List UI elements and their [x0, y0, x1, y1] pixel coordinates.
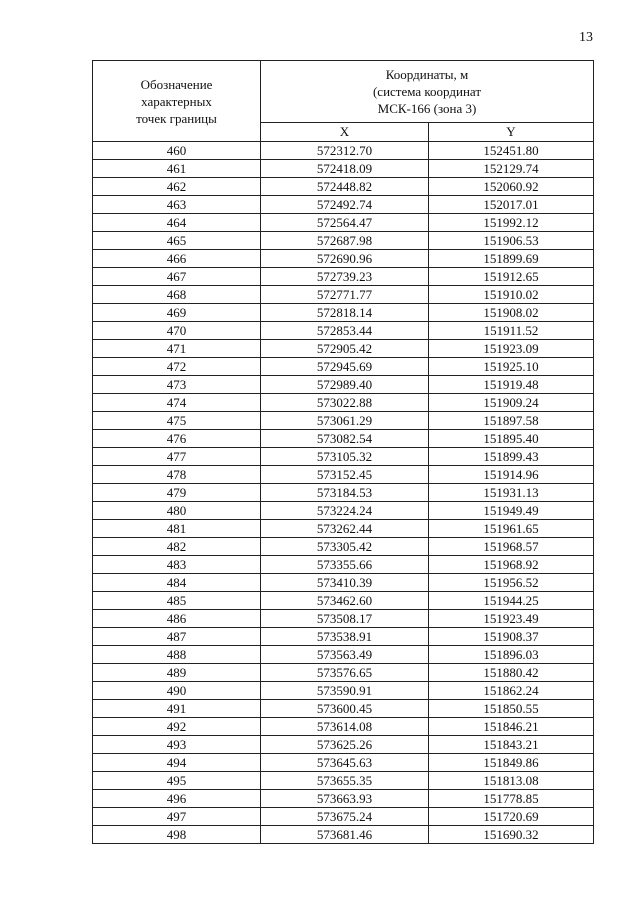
- x-coordinate-cell: 573508.17: [261, 610, 429, 628]
- x-coordinate-cell: 573645.63: [261, 754, 429, 772]
- point-id-cell: 467: [93, 268, 261, 286]
- table-row: [93, 718, 594, 736]
- y-coordinate-cell: 151813.08: [429, 772, 594, 790]
- point-id-cell: 468: [93, 286, 261, 304]
- table-row: [93, 340, 594, 358]
- y-coordinate-cell: 151908.37: [429, 628, 594, 646]
- x-coordinate-cell: 572312.70: [261, 142, 429, 160]
- coordinates-table: [92, 60, 594, 844]
- table-row: [93, 358, 594, 376]
- point-label-header: [93, 61, 261, 142]
- table-row: [93, 232, 594, 250]
- table-row: [93, 322, 594, 340]
- y-coordinate-cell: 151897.58: [429, 412, 594, 430]
- table-row: [93, 376, 594, 394]
- point-id-cell: 463: [93, 196, 261, 214]
- x-coordinate-cell: 573262.44: [261, 520, 429, 538]
- y-coordinate-cell: 151961.65: [429, 520, 594, 538]
- table-row: [93, 214, 594, 232]
- table-row: [93, 250, 594, 268]
- point-id-cell: 472: [93, 358, 261, 376]
- coords-header-line: Координаты, м: [385, 66, 469, 82]
- x-coordinate-cell: 573538.91: [261, 628, 429, 646]
- x-coordinate-cell: 573600.45: [261, 700, 429, 718]
- table-row: [93, 700, 594, 718]
- table-row: [93, 448, 594, 466]
- x-coordinate-cell: 572945.69: [261, 358, 429, 376]
- y-coordinate-cell: 151908.02: [429, 304, 594, 322]
- page-number: 13: [579, 30, 593, 45]
- table-row: [93, 466, 594, 484]
- x-coordinate-cell: 573663.93: [261, 790, 429, 808]
- table-row: [93, 484, 594, 502]
- table-body: [93, 142, 594, 844]
- y-coordinate-cell: 151778.85: [429, 790, 594, 808]
- x-coordinate-cell: 572905.42: [261, 340, 429, 358]
- x-coordinate-cell: 573681.46: [261, 826, 429, 844]
- x-coordinate-cell: 572418.09: [261, 160, 429, 178]
- x-coordinate-cell: 573614.08: [261, 718, 429, 736]
- x-coordinate-cell: 572690.96: [261, 250, 429, 268]
- y-coordinate-cell: 151846.21: [429, 718, 594, 736]
- x-column-header: X: [261, 122, 429, 141]
- point-id-cell: 498: [93, 826, 261, 844]
- point-id-cell: 482: [93, 538, 261, 556]
- table-row: [93, 502, 594, 520]
- point-label-line: точек границы: [136, 110, 217, 126]
- y-coordinate-cell: 151899.69: [429, 250, 594, 268]
- point-id-cell: 465: [93, 232, 261, 250]
- point-id-cell: 469: [93, 304, 261, 322]
- point-id-cell: 490: [93, 682, 261, 700]
- point-id-cell: 479: [93, 484, 261, 502]
- y-coordinate-cell: 151944.25: [429, 592, 594, 610]
- x-coordinate-cell: 573625.26: [261, 736, 429, 754]
- x-coordinate-cell: 573576.65: [261, 664, 429, 682]
- y-coordinate-cell: 151912.65: [429, 268, 594, 286]
- table-row: [93, 628, 594, 646]
- point-id-cell: 475: [93, 412, 261, 430]
- x-coordinate-cell: 573184.53: [261, 484, 429, 502]
- x-coordinate-cell: 572818.14: [261, 304, 429, 322]
- point-id-cell: 476: [93, 430, 261, 448]
- point-id-cell: 473: [93, 376, 261, 394]
- y-coordinate-cell: 151720.69: [429, 808, 594, 826]
- table-row: [93, 304, 594, 322]
- point-id-cell: 471: [93, 340, 261, 358]
- point-id-cell: 483: [93, 556, 261, 574]
- table-row: [93, 682, 594, 700]
- x-coordinate-cell: 572687.98: [261, 232, 429, 250]
- point-id-cell: 480: [93, 502, 261, 520]
- y-coordinate-cell: 151896.03: [429, 646, 594, 664]
- y-coordinate-cell: 151911.52: [429, 322, 594, 340]
- point-id-cell: 461: [93, 160, 261, 178]
- table-row: [93, 394, 594, 412]
- point-label-line: характерных: [141, 93, 212, 109]
- y-coordinate-cell: 151949.49: [429, 502, 594, 520]
- y-coordinate-cell: 152129.74: [429, 160, 594, 178]
- x-coordinate-cell: 573675.24: [261, 808, 429, 826]
- point-id-cell: 464: [93, 214, 261, 232]
- x-coordinate-cell: 573305.42: [261, 538, 429, 556]
- table-row: [93, 412, 594, 430]
- point-id-cell: 478: [93, 466, 261, 484]
- y-coordinate-cell: 151910.02: [429, 286, 594, 304]
- x-coordinate-cell: 573061.29: [261, 412, 429, 430]
- table-row: [93, 538, 594, 556]
- point-id-cell: 466: [93, 250, 261, 268]
- x-coordinate-cell: 573410.39: [261, 574, 429, 592]
- y-coordinate-cell: 151850.55: [429, 700, 594, 718]
- y-coordinate-cell: 151923.09: [429, 340, 594, 358]
- y-coordinate-cell: 151992.12: [429, 214, 594, 232]
- table-row: [93, 556, 594, 574]
- x-coordinate-cell: 573022.88: [261, 394, 429, 412]
- table-row: [93, 808, 594, 826]
- x-coordinate-cell: 572492.74: [261, 196, 429, 214]
- point-id-cell: 489: [93, 664, 261, 682]
- coords-header-line: МСК-166 (зона 3): [377, 100, 477, 116]
- table-row: [93, 790, 594, 808]
- x-coordinate-cell: 572853.44: [261, 322, 429, 340]
- table-row: [93, 736, 594, 754]
- y-coordinate-cell: 151968.57: [429, 538, 594, 556]
- table-row: [93, 142, 594, 160]
- table-header: [93, 61, 594, 142]
- y-coordinate-cell: 151923.49: [429, 610, 594, 628]
- x-coordinate-cell: 572989.40: [261, 376, 429, 394]
- y-coordinate-cell: 151909.24: [429, 394, 594, 412]
- y-coordinate-cell: 152451.80: [429, 142, 594, 160]
- table-row: [93, 430, 594, 448]
- y-coordinate-cell: 151690.32: [429, 826, 594, 844]
- y-coordinate-cell: 151925.10: [429, 358, 594, 376]
- point-id-cell: 492: [93, 718, 261, 736]
- y-coordinate-cell: 151880.42: [429, 664, 594, 682]
- coords-header-line: (система координат: [372, 83, 482, 99]
- point-id-cell: 494: [93, 754, 261, 772]
- y-coordinate-cell: 151849.86: [429, 754, 594, 772]
- y-coordinate-cell: 151914.96: [429, 466, 594, 484]
- point-id-cell: 488: [93, 646, 261, 664]
- x-coordinate-cell: 573082.54: [261, 430, 429, 448]
- x-coordinate-cell: 572739.23: [261, 268, 429, 286]
- table-row: [93, 646, 594, 664]
- point-id-cell: 491: [93, 700, 261, 718]
- y-coordinate-cell: 152017.01: [429, 196, 594, 214]
- x-coordinate-cell: 573105.32: [261, 448, 429, 466]
- table-row: [93, 592, 594, 610]
- x-coordinate-cell: 572564.47: [261, 214, 429, 232]
- point-id-cell: 495: [93, 772, 261, 790]
- y-coordinate-cell: 151931.13: [429, 484, 594, 502]
- table-row: [93, 178, 594, 196]
- point-id-cell: 487: [93, 628, 261, 646]
- point-id-cell: 497: [93, 808, 261, 826]
- point-id-cell: 477: [93, 448, 261, 466]
- y-coordinate-cell: 151862.24: [429, 682, 594, 700]
- point-id-cell: 474: [93, 394, 261, 412]
- point-id-cell: 493: [93, 736, 261, 754]
- table-row: [93, 754, 594, 772]
- x-coordinate-cell: 572771.77: [261, 286, 429, 304]
- x-coordinate-cell: 573590.91: [261, 682, 429, 700]
- y-coordinate-cell: 151968.92: [429, 556, 594, 574]
- coords-header: [261, 61, 594, 123]
- y-coordinate-cell: 152060.92: [429, 178, 594, 196]
- x-coordinate-cell: 573355.66: [261, 556, 429, 574]
- x-coordinate-cell: 573152.45: [261, 466, 429, 484]
- point-id-cell: 486: [93, 610, 261, 628]
- table-row: [93, 286, 594, 304]
- table-row: [93, 826, 594, 844]
- table-row: [93, 268, 594, 286]
- table-row: [93, 160, 594, 178]
- point-id-cell: 496: [93, 790, 261, 808]
- point-label-line: Обозначение: [140, 76, 213, 92]
- point-id-cell: 485: [93, 592, 261, 610]
- table-row: [93, 610, 594, 628]
- y-coordinate-cell: 151919.48: [429, 376, 594, 394]
- y-column-header: Y: [429, 122, 594, 141]
- x-coordinate-cell: 573563.49: [261, 646, 429, 664]
- y-coordinate-cell: 151956.52: [429, 574, 594, 592]
- point-id-cell: 460: [93, 142, 261, 160]
- point-id-cell: 462: [93, 178, 261, 196]
- x-coordinate-cell: 573224.24: [261, 502, 429, 520]
- point-id-cell: 470: [93, 322, 261, 340]
- table-row: [93, 520, 594, 538]
- x-coordinate-cell: 572448.82: [261, 178, 429, 196]
- y-coordinate-cell: 151895.40: [429, 430, 594, 448]
- table-row: [93, 574, 594, 592]
- y-coordinate-cell: 151906.53: [429, 232, 594, 250]
- y-coordinate-cell: 151899.43: [429, 448, 594, 466]
- point-id-cell: 484: [93, 574, 261, 592]
- point-id-cell: 481: [93, 520, 261, 538]
- y-coordinate-cell: 151843.21: [429, 736, 594, 754]
- table-row: [93, 196, 594, 214]
- x-coordinate-cell: 573655.35: [261, 772, 429, 790]
- x-coordinate-cell: 573462.60: [261, 592, 429, 610]
- table-row: [93, 772, 594, 790]
- table-row: [93, 664, 594, 682]
